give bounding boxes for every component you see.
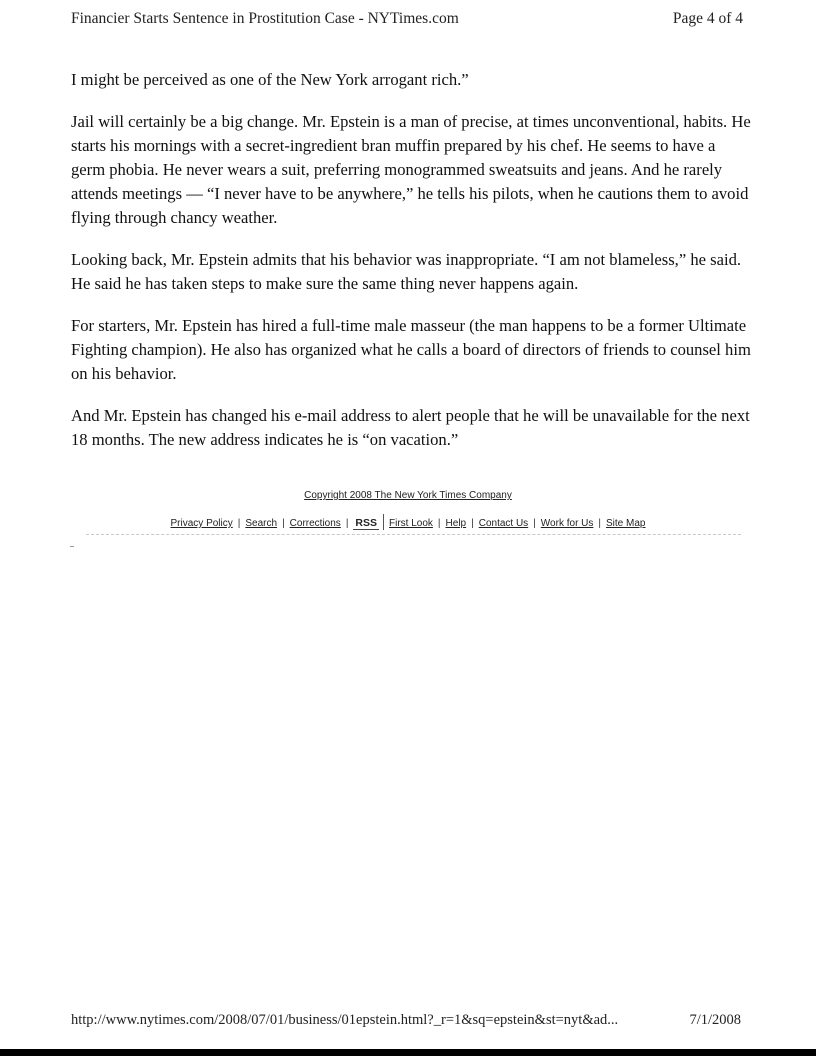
print-footer-url: http://www.nytimes.com/2008/07/01/business/01epstein.html?_r=1&sq=epstein&st=nyt&ad... <box>71 1012 619 1028</box>
rss-divider <box>383 514 384 530</box>
separator: | <box>237 518 241 529</box>
help-link[interactable]: Help <box>445 518 467 529</box>
separator: | <box>533 518 536 529</box>
copyright-notice <box>0 490 816 501</box>
article-body <box>71 68 751 470</box>
privacy-policy-link[interactable]: Privacy Policy <box>170 518 233 529</box>
footer-divider <box>86 534 741 535</box>
work-for-us-link[interactable]: Work for Us <box>540 518 594 529</box>
search-link[interactable]: Search <box>245 518 278 529</box>
print-header-page-number: Page 4 of 4 <box>672 10 743 27</box>
print-footer-date: 7/1/2008 <box>689 1012 741 1028</box>
separator: | <box>345 518 349 529</box>
article-paragraph: Looking back, Mr. Epstein admits that his behavior was inappropriate. “I am not blameless,” he said. He said he has taken steps to make sure the same thing never happens again. <box>71 250 742 293</box>
corrections-link[interactable]: Corrections <box>289 518 341 529</box>
scan-edge-bar <box>0 1049 816 1056</box>
separator: | <box>471 518 474 529</box>
footer-nav <box>0 514 816 530</box>
article-paragraph: For starters, Mr. Epstein has hired a full-time male masseur (the man happens to be a former Ultimate Fighting champion). He also has organized what he calls a board of directors of friends to counsel him on his behavior. <box>71 316 751 383</box>
separator: | <box>598 518 602 529</box>
article-paragraph: And Mr. Epstein has changed his e-mail address to alert people that he will be unavailable for the next 18 months. The new address indicates he is “on vacation.” <box>71 406 750 449</box>
article-paragraph: I might be perceived as one of the New York arrogant rich.” <box>71 70 469 89</box>
print-header-title: Financier Starts Sentence in Prostitution Case - NYTimes.com <box>71 10 459 27</box>
separator: | <box>437 518 441 529</box>
first-look-link[interactable]: First Look <box>389 518 433 529</box>
rss-link[interactable]: RSS <box>355 517 378 529</box>
scan-mark <box>70 546 74 547</box>
contact-us-link[interactable]: Contact Us <box>478 518 529 529</box>
copyright-text[interactable]: Copyright 2008 The New York Times Company <box>304 490 512 501</box>
separator: | <box>282 518 285 529</box>
site-map-link[interactable]: Site Map <box>606 518 646 529</box>
article-paragraph: Jail will certainly be a big change. Mr. Epstein is a man of precise, at times unconventional, habits. He starts his mornings with a secret-ingredient bran muffin prepared by his chef. He seems to have a germ phobia. He never wears a suit, preferring monogrammed sweatsuits and jeans. And he rarely attends meetings — “I never have to be anywhere,” he tells his pilots, when he cautions them to avoid flying through chancy weather. <box>71 112 751 227</box>
